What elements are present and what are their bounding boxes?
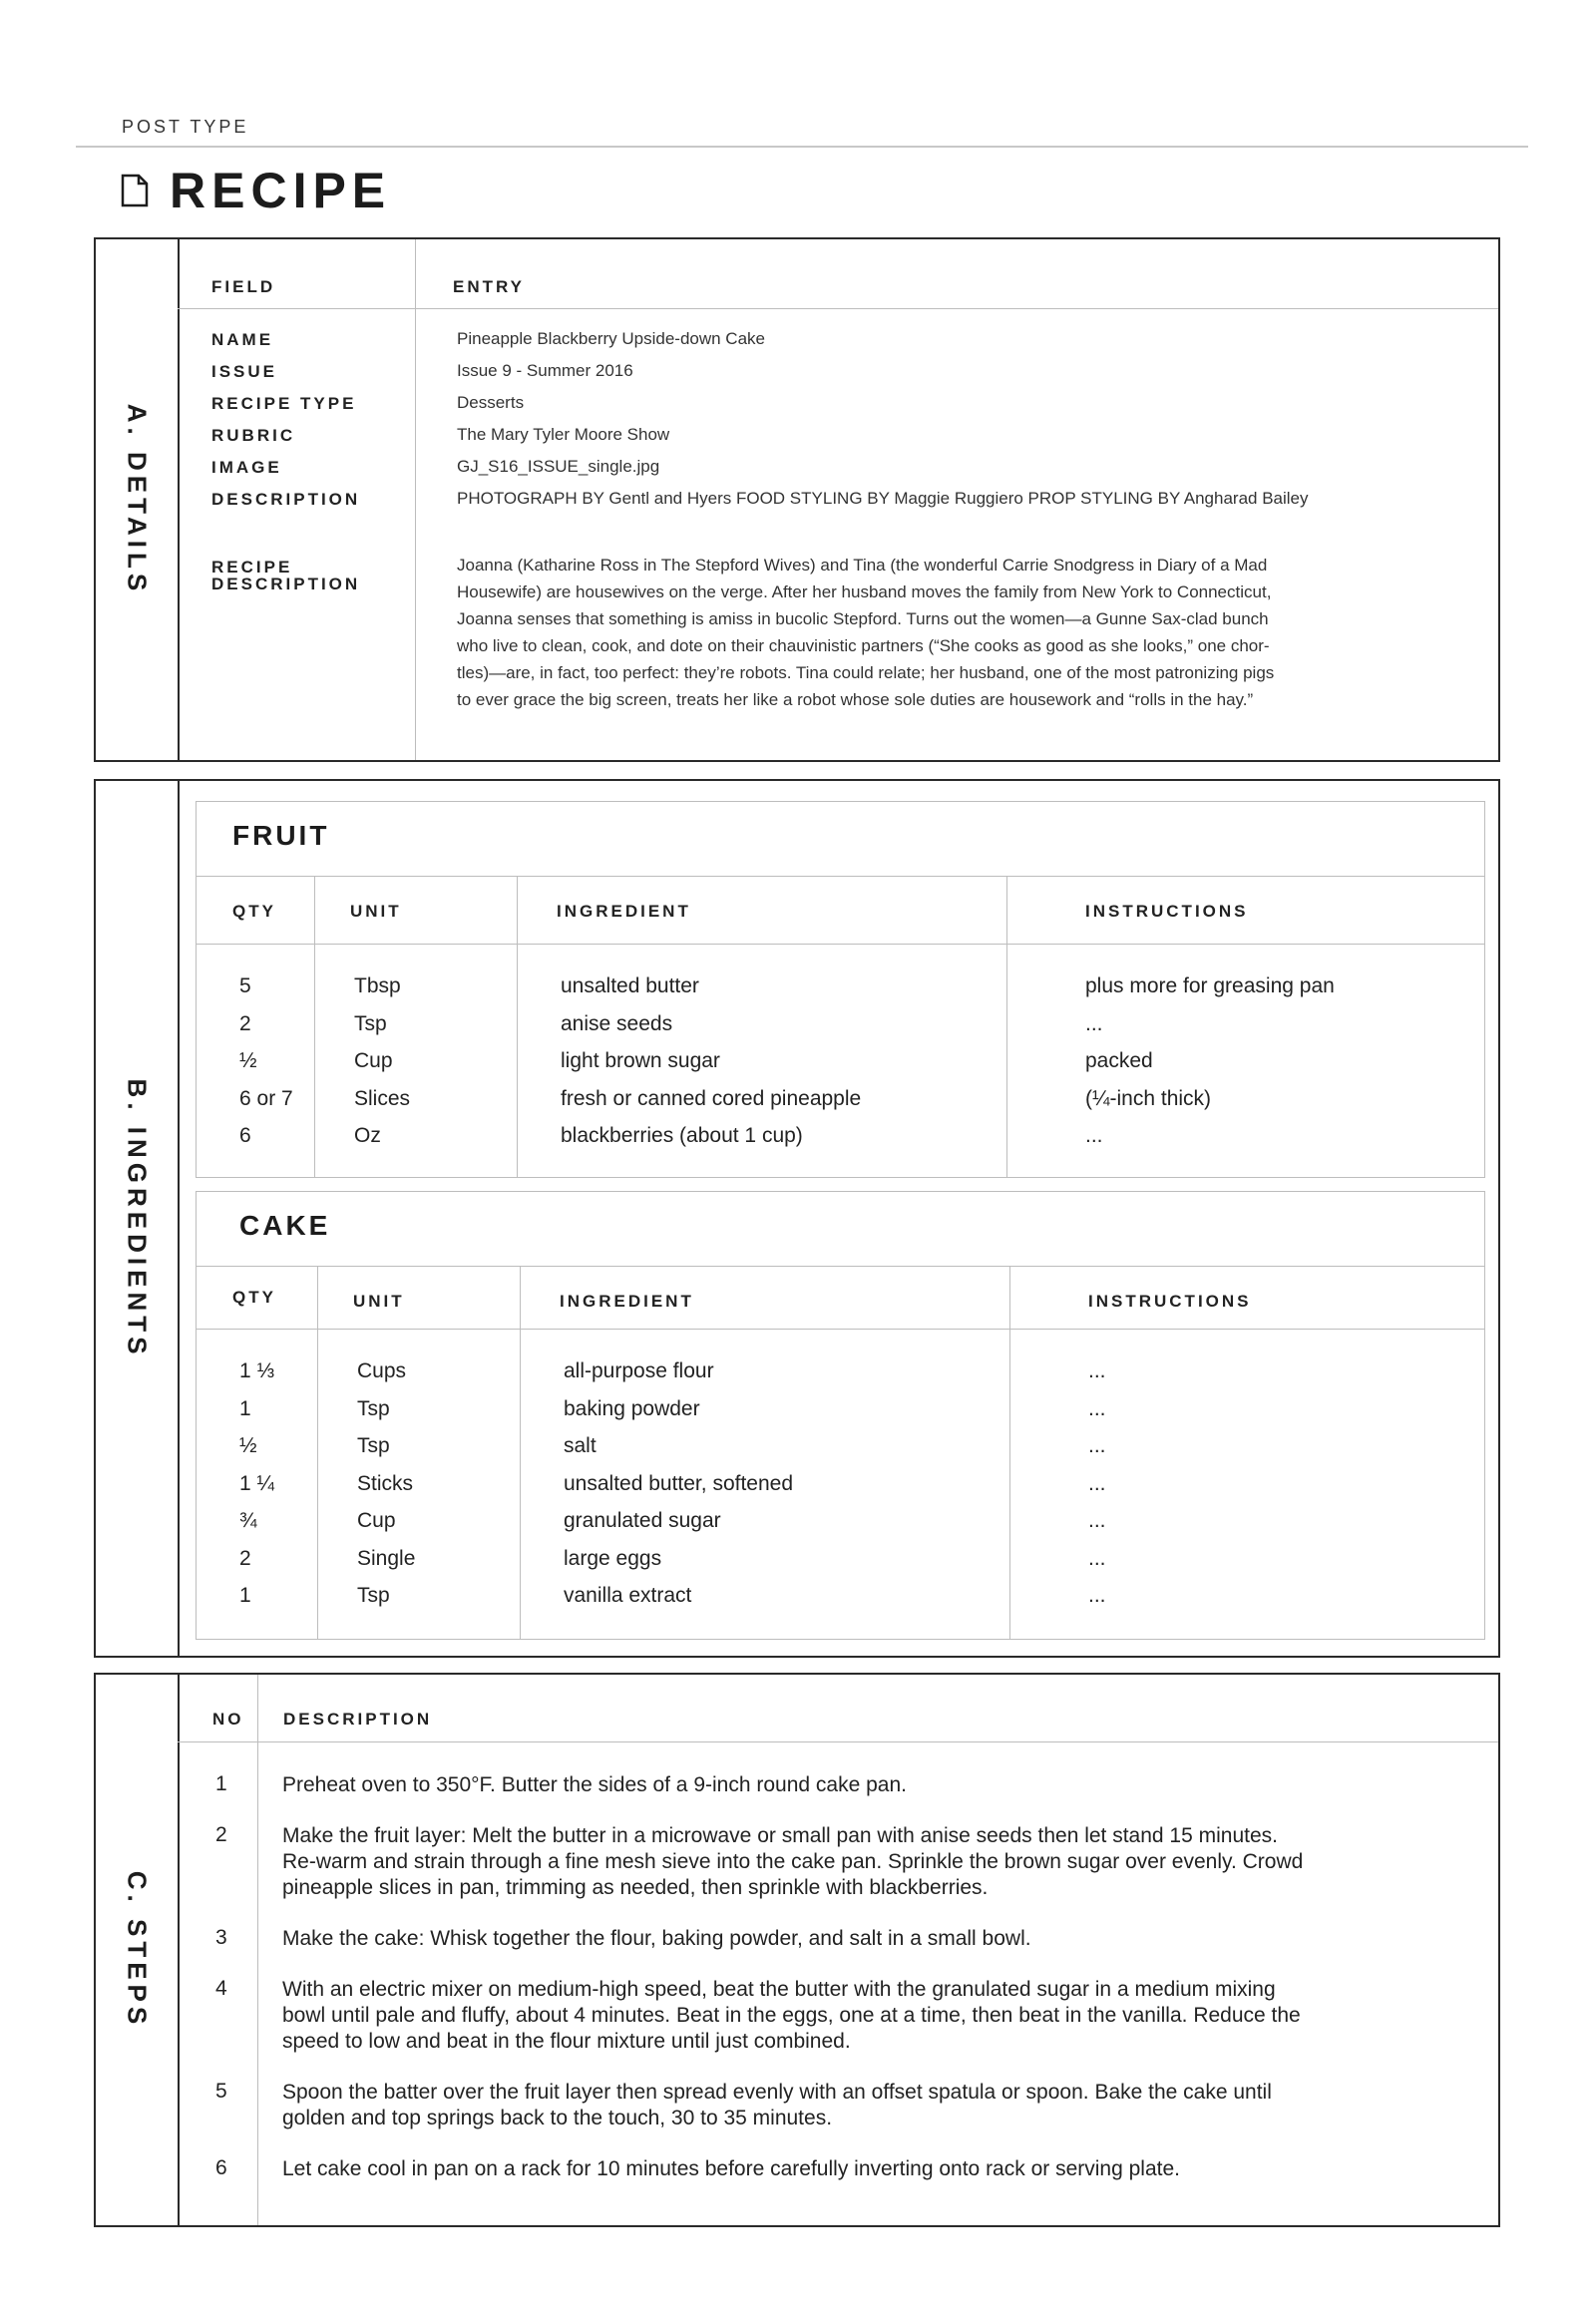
detail-field-value: The Mary Tyler Moore Show (457, 425, 670, 444)
detail-field-value: GJ_S16_ISSUE_single.jpg (457, 457, 660, 476)
ingredient-group-box (196, 801, 1485, 1178)
details-side-panel (96, 239, 180, 760)
ingredient-col-qty: QTY (232, 1288, 276, 1307)
step-description (282, 1977, 1469, 2055)
step-number: 4 (215, 1977, 227, 2000)
ingredient-instructions: packed (1085, 1049, 1153, 1072)
ingredient-col-ingredient: INGREDIENT (560, 1292, 694, 1311)
step-description-line: With an electric mixer on medium-high speed, beat the butter with the granulated sugar in a medium mixing (282, 1978, 1276, 2001)
steps-col-no: NO (212, 1710, 244, 1729)
steps-side-panel (96, 1675, 180, 2225)
group-header-divider (197, 1329, 1484, 1330)
recipe-description-line: Joanna senses that something is amiss in bucolic Stepford. Turns out the women—a Gunne Sax-clad bunch (457, 609, 1269, 628)
ingredient-unit: Tsp (357, 1584, 390, 1607)
recipe-description-line: tles)—are, in fact, too perfect: they’re robots. Tina could relate; her husband, one of the most patronizing pigs (457, 663, 1275, 682)
step-description-line: Make the fruit layer: Melt the butter in a microwave or small pan with anise seeds then let stand 15 minutes. (282, 1824, 1278, 1847)
ingredient-ingredient: blackberries (about 1 cup) (561, 1124, 803, 1147)
group-header-divider (197, 944, 1484, 945)
details-col-entry: ENTRY (453, 277, 525, 296)
ingredient-ingredient: vanilla extract (564, 1584, 692, 1607)
steps-section (94, 1673, 1500, 2227)
ingredient-qty: 1 (239, 1396, 251, 1420)
ingredient-col-qty: QTY (232, 902, 276, 921)
recipe-description-label-2: DESCRIPTION (211, 575, 361, 593)
ingredient-instructions: ... (1088, 1509, 1106, 1532)
ingredient-unit: Single (357, 1546, 416, 1570)
step-description-line: golden and top springs back to the touch, 30 to 35 minutes. (282, 2107, 833, 2129)
ingredient-instructions: ... (1085, 1124, 1103, 1147)
step-description-line: Make the cake: Whisk together the flour, baking powder, and salt in a small bowl. (282, 1927, 1031, 1950)
step-description-line: Re-warm and strain through a fine mesh sieve into the cake pan. Sprinkle the brown sugar over evenly. Crowd (282, 1850, 1304, 1873)
recipe-description-label-1: RECIPE (211, 558, 293, 577)
ingredient-qty: 2 (239, 1546, 251, 1570)
ingredient-unit: Oz (354, 1124, 381, 1147)
detail-field-label: ISSUE (211, 362, 278, 381)
ingredient-unit: Cups (357, 1359, 407, 1382)
ingredient-group-title: CAKE (239, 1210, 331, 1241)
step-description-line: pineapple slices in pan, trimming as needed, then sprinkle with blackberries. (282, 1876, 989, 1899)
ingredient-instructions: ... (1088, 1359, 1106, 1382)
recipe-description (457, 552, 1424, 713)
ingredient-qty: 1 ⅓ (239, 1359, 275, 1382)
recipe-description-line: to ever grace the big screen, treats her like a robot whose sole duties are housework and “rolls in the hay.” (457, 690, 1254, 709)
group-column-divider (517, 876, 518, 1177)
ingredients-section (94, 779, 1500, 1658)
step-description-line: speed to low and beat in the flour mixture until just combined. (282, 2030, 851, 2053)
ingredient-unit: Tbsp (354, 974, 401, 997)
details-column-divider (415, 239, 416, 760)
detail-field-value: Issue 9 - Summer 2016 (457, 361, 633, 380)
step-number: 1 (215, 1772, 227, 1795)
ingredient-instructions: ... (1085, 1011, 1103, 1035)
ingredient-qty: 6 (239, 1124, 251, 1147)
steps-column-divider (257, 1675, 258, 2225)
ingredient-instructions: (¼-inch thick) (1085, 1086, 1212, 1110)
ingredient-qty: 6 or 7 (239, 1086, 293, 1110)
detail-field-value: Pineapple Blackberry Upside-down Cake (457, 329, 765, 348)
ingredient-qty: 2 (239, 1011, 251, 1035)
ingredient-group-title: FRUIT (232, 820, 330, 851)
ingredient-qty: ½ (239, 1049, 257, 1072)
ingredient-qty: 5 (239, 974, 251, 997)
post-type-label: POST TYPE (122, 117, 249, 137)
ingredient-instructions: ... (1088, 1471, 1106, 1495)
ingredient-group-box (196, 1191, 1485, 1640)
ingredient-ingredient: unsalted butter (561, 974, 699, 997)
ingredient-unit: Slices (354, 1086, 411, 1110)
ingredient-ingredient: salt (564, 1434, 597, 1457)
step-description-line: Let cake cool in pan on a rack for 10 minutes before carefully inverting onto rack or serving plate. (282, 2157, 1180, 2180)
ingredient-ingredient: unsalted butter, softened (564, 1471, 794, 1495)
ingredient-qty: 1 ¼ (239, 1471, 275, 1495)
step-number: 5 (215, 2080, 227, 2103)
ingredient-instructions: ... (1088, 1584, 1106, 1607)
ingredients-section-label: B. INGREDIENTS (122, 1078, 153, 1358)
ingredient-unit: Tsp (357, 1434, 390, 1457)
detail-field-label: RECIPE TYPE (211, 394, 357, 413)
ingredient-instructions: ... (1088, 1546, 1106, 1570)
detail-field-value: Desserts (457, 393, 525, 412)
ingredient-col-ingredient: INGREDIENT (557, 902, 691, 921)
group-column-divider (1006, 876, 1007, 1177)
group-column-divider (317, 1266, 318, 1639)
step-number: 6 (215, 2156, 227, 2179)
step-description-line: bowl until pale and fluffy, about 4 minutes. Beat in the eggs, one at a time, then beat in the vanilla. Reduce the (282, 2004, 1301, 2027)
ingredient-col-unit: UNIT (353, 1292, 405, 1311)
ingredient-qty: ¾ (239, 1509, 257, 1532)
ingredient-unit: Cup (354, 1049, 393, 1072)
ingredient-ingredient: fresh or canned cored pineapple (561, 1086, 862, 1110)
ingredient-unit: Tsp (354, 1011, 387, 1035)
ingredient-ingredient: anise seeds (561, 1011, 673, 1035)
ingredient-instructions: ... (1088, 1434, 1106, 1457)
ingredient-ingredient: large eggs (564, 1546, 662, 1570)
step-description (282, 1926, 1469, 1952)
group-column-divider (1009, 1266, 1010, 1639)
steps-header-divider (178, 1741, 1498, 1742)
details-section-label: A. DETAILS (122, 403, 153, 596)
ingredient-instructions: plus more for greasing pan (1085, 974, 1335, 997)
step-description (282, 1772, 1469, 1798)
recipe-description-line: Joanna (Katharine Ross in The Stepford Wives) and Tina (the wonderful Carrie Snodgress in Diary of a Mad (457, 556, 1268, 575)
header-divider (76, 146, 1528, 148)
step-description-line: Spoon the batter over the fruit layer then spread evenly with an offset spatula or spoon. Bake the cake until (282, 2081, 1272, 2104)
step-description-line: Preheat oven to 350°F. Butter the sides of a 9-inch round cake pan. (282, 1773, 907, 1796)
recipe-description-line: who live to clean, cook, and dote on their chauvinistic partners (“She cooks as good as she looks,” one chor- (457, 636, 1270, 655)
ingredient-qty: ½ (239, 1434, 257, 1457)
group-title-divider (197, 876, 1484, 877)
group-title-divider (197, 1266, 1484, 1267)
ingredient-unit: Sticks (357, 1471, 414, 1495)
group-column-divider (520, 1266, 521, 1639)
recipe-description-line: Housewife) are housewives on the verge. After her husband moves the family from New York to Connecticut, (457, 582, 1272, 601)
ingredient-col-unit: UNIT (350, 902, 402, 921)
ingredient-ingredient: light brown sugar (561, 1049, 720, 1072)
step-description (282, 2080, 1469, 2131)
ingredient-unit: Cup (357, 1509, 396, 1532)
detail-field-label: IMAGE (211, 458, 282, 477)
ingredient-qty: 1 (239, 1584, 251, 1607)
step-number: 2 (215, 1823, 227, 1846)
document-icon (121, 174, 149, 207)
ingredient-ingredient: granulated sugar (564, 1509, 721, 1532)
ingredient-unit: Tsp (357, 1396, 390, 1420)
step-description (282, 2156, 1469, 2182)
page-title: RECIPE (170, 163, 392, 218)
steps-section-label: C. STEPS (122, 1870, 153, 2030)
ingredient-col-instructions: INSTRUCTIONS (1085, 902, 1249, 921)
detail-field-label: NAME (211, 330, 274, 349)
details-col-field: FIELD (211, 277, 276, 296)
details-section (94, 237, 1500, 762)
ingredient-ingredient: baking powder (564, 1396, 700, 1420)
steps-col-description: DESCRIPTION (283, 1710, 433, 1729)
ingredient-col-instructions: INSTRUCTIONS (1088, 1292, 1252, 1311)
ingredient-ingredient: all-purpose flour (564, 1359, 714, 1382)
group-column-divider (314, 876, 315, 1177)
ingredients-side-panel (96, 781, 180, 1656)
detail-field-label: RUBRIC (211, 426, 296, 445)
detail-field-value: PHOTOGRAPH BY Gentl and Hyers FOOD STYLING BY Maggie Ruggiero PROP STYLING BY Angharad Bailey (457, 489, 1309, 508)
detail-field-label: DESCRIPTION (211, 490, 361, 509)
ingredient-instructions: ... (1088, 1396, 1106, 1420)
step-number: 3 (215, 1926, 227, 1949)
details-header-divider (178, 308, 1498, 309)
step-description (282, 1823, 1469, 1901)
